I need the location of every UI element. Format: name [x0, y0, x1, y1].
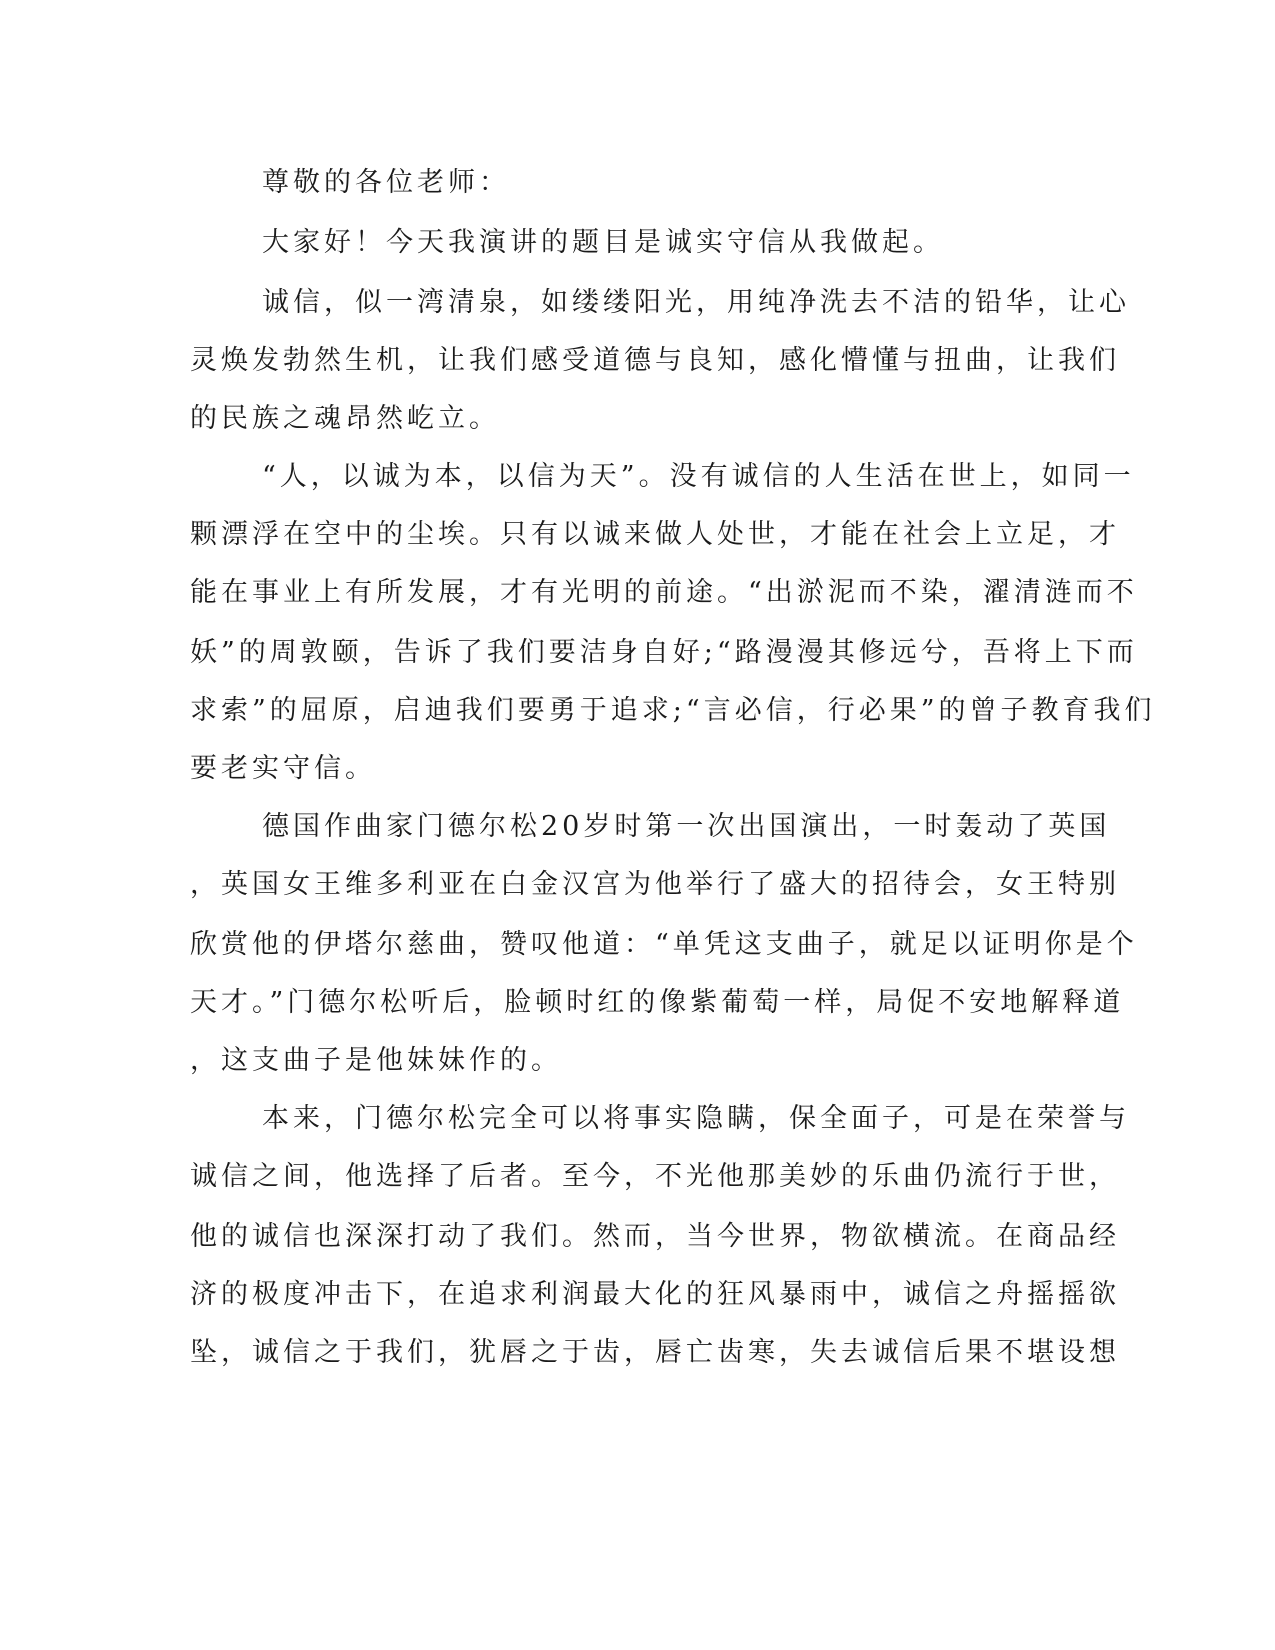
text-line: 诚信，似一湾清泉，如缕缕阳光，用纯净洗去不洁的铅华，让心: [262, 287, 1130, 318]
text-line: ，英国女王维多利亚在白金汉宫为他举行了盛大的招待会，女王特别: [190, 869, 1120, 900]
text-line: “人，以诚为本，以信为天”。没有诚信的人生活在世上，如同一: [262, 461, 1135, 492]
text-line: 能在事业上有所发展，才有光明的前途。“出淤泥而不染，濯清涟而不: [190, 577, 1138, 608]
text-line: 诚信之间，他选择了后者。至今，不光他那美妙的乐曲仍流行于世，: [190, 1161, 1120, 1192]
text-line: ，这支曲子是他妹妹作的。: [190, 1045, 562, 1076]
text-line: 妖”的周敦颐，告诉了我们要洁身自好;“路漫漫其修远兮，吾将上下而: [190, 637, 1138, 668]
text-line: 求索”的屈原，启迪我们要勇于追求;“言必信，行必果”的曾子教育我们: [190, 695, 1156, 726]
salutation-line: 尊敬的各位老师：: [262, 167, 510, 198]
text-line: 坠，诚信之于我们，犹唇之于齿，唇亡齿寒，失去诚信后果不堪设想: [190, 1337, 1120, 1368]
text-line: 大家好！今天我演讲的题目是诚实守信从我做起。: [262, 227, 944, 258]
text-line: 的民族之魂昂然屹立。: [190, 403, 500, 434]
text-line: 天才。”门德尔松听后，脸顿时红的像紫葡萄一样，局促不安地解释道: [190, 987, 1125, 1018]
text-line: 济的极度冲击下，在追求利润最大化的狂风暴雨中，诚信之舟摇摇欲: [190, 1279, 1120, 1310]
text-line: 本来，门德尔松完全可以将事实隐瞒，保全面子，可是在荣誉与: [262, 1103, 1130, 1134]
text-line: 他的诚信也深深打动了我们。然而，当今世界，物欲横流。在商品经: [190, 1221, 1120, 1252]
text-line: 德国作曲家门德尔松20岁时第一次出国演出，一时轰动了英国: [262, 811, 1111, 842]
text-line: 灵焕发勃然生机，让我们感受道德与良知，感化懵懂与扭曲，让我们: [190, 345, 1120, 376]
text-line: 欣赏他的伊塔尔慈曲，赞叹他道：“单凭这支曲子，就足以证明你是个: [190, 929, 1138, 960]
text-line: 颗漂浮在空中的尘埃。只有以诚来做人处世，才能在社会上立足，才: [190, 519, 1120, 550]
text-line: 要老实守信。: [190, 753, 376, 784]
